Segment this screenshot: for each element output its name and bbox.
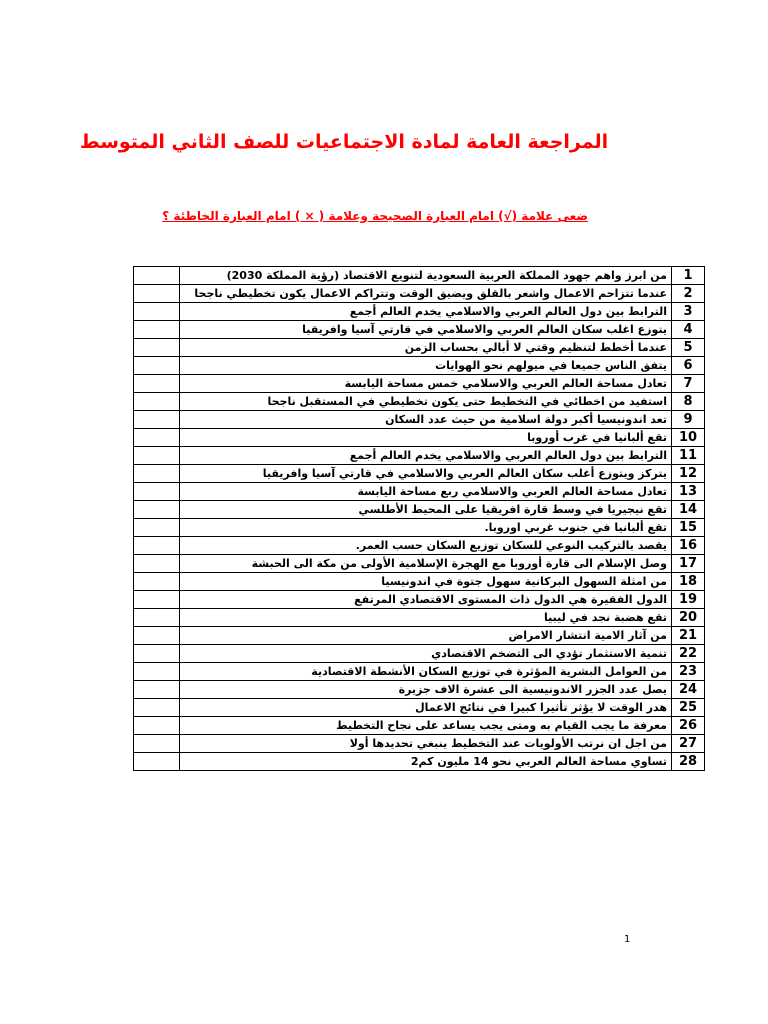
answer-mark-cell[interactable] <box>134 645 180 663</box>
table-row <box>134 357 705 375</box>
question-number: 10 <box>672 429 705 447</box>
question-statement: يتركز ويتوزع أغلب سكان العالم العربي والاسلامي في قارتي آسيا وافريقيا <box>180 465 672 483</box>
answer-mark-cell[interactable] <box>134 573 180 591</box>
question-number: 1 <box>672 267 705 285</box>
question-statement: وصل الإسلام الى قارة أوروبا مع الهجرة الإسلامية الأولى من مكة الى الحبشة <box>180 555 672 573</box>
question-statement: الدول الفقيرة هي الدول ذات المستوى الاقتصادي المرتفع <box>180 591 672 609</box>
table-row <box>134 681 705 699</box>
table-row <box>134 321 705 339</box>
question-number: 13 <box>672 483 705 501</box>
question-statement: تقع ألبانيا في غرب أوروبا <box>180 429 672 447</box>
question-statement: عندما تتزاحم الاعمال واشعر بالقلق ويضيق الوقت وتتراكم الاعمال يكون تخطيطي ناجحا <box>180 285 672 303</box>
question-statement: تعادل مساحة العالم العربي والاسلامي ربع مساحة اليابسة <box>180 483 672 501</box>
question-statement: استفيد من اخطائي في التخطيط حتى يكون تخطيطي في المستقبل ناجحا <box>180 393 672 411</box>
question-number: 12 <box>672 465 705 483</box>
answer-mark-cell[interactable] <box>134 375 180 393</box>
answer-mark-cell[interactable] <box>134 339 180 357</box>
table-row <box>134 627 705 645</box>
question-number: 22 <box>672 645 705 663</box>
table-row <box>134 411 705 429</box>
table-row <box>134 573 705 591</box>
answer-mark-cell[interactable] <box>134 609 180 627</box>
table-row <box>134 447 705 465</box>
question-number: 11 <box>672 447 705 465</box>
questions-table-body <box>134 267 705 771</box>
questions-table <box>133 266 705 771</box>
answer-mark-cell[interactable] <box>134 555 180 573</box>
table-row <box>134 285 705 303</box>
question-statement: الترابط بين دول العالم العربي والاسلامي يخدم العالم أجمع <box>180 303 672 321</box>
question-statement: تعادل مساحة العالم العربي والاسلامي خمس مساحة اليابسة <box>180 375 672 393</box>
question-statement: هدر الوقت لا يؤثر تأثيرا كبيرا في نتائج الاعمال <box>180 699 672 717</box>
question-number: 23 <box>672 663 705 681</box>
answer-mark-cell[interactable] <box>134 663 180 681</box>
answer-mark-cell[interactable] <box>134 519 180 537</box>
question-statement: من ابرز واهم جهود المملكة العربية السعودية لتنويع الاقتصاد (رؤية المملكة 2030) <box>180 267 672 285</box>
answer-mark-cell[interactable] <box>134 717 180 735</box>
answer-mark-cell[interactable] <box>134 429 180 447</box>
question-statement: الترابط بين دول العالم العربي والاسلامي يخدم العالم أجمع <box>180 447 672 465</box>
question-number: 4 <box>672 321 705 339</box>
table-row <box>134 483 705 501</box>
question-number: 3 <box>672 303 705 321</box>
question-statement: يقصد بالتركيب النوعي للسكان توزيع السكان حسب العمر. <box>180 537 672 555</box>
answer-mark-cell[interactable] <box>134 753 180 771</box>
table-row <box>134 645 705 663</box>
answer-mark-cell[interactable] <box>134 735 180 753</box>
table-row <box>134 303 705 321</box>
question-statement: يتفق الناس جميعا في ميولهم نحو الهوايات <box>180 357 672 375</box>
question-statement: يصل عدد الجزر الاندونيسية الى عشرة الاف جزيرة <box>180 681 672 699</box>
question-statement: تعد اندونيسيا أكبر دولة اسلامية من حيث عدد السكان <box>180 411 672 429</box>
question-statement: تقع نيجيريا في وسط قارة افريقيا على المحيط الأطلسي <box>180 501 672 519</box>
question-statement: من آثار الامية انتشار الامراض <box>180 627 672 645</box>
table-row <box>134 555 705 573</box>
table-row <box>134 699 705 717</box>
question-number: 8 <box>672 393 705 411</box>
answer-mark-cell[interactable] <box>134 465 180 483</box>
question-number: 20 <box>672 609 705 627</box>
question-statement: يتوزع اغلب سكان العالم العربي والاسلامي في قارتي آسيا وافريقيا <box>180 321 672 339</box>
table-row <box>134 537 705 555</box>
answer-mark-cell[interactable] <box>134 483 180 501</box>
question-statement: تقع ألبانيا في جنوب غربي اوروبا. <box>180 519 672 537</box>
question-number: 7 <box>672 375 705 393</box>
table-row <box>134 663 705 681</box>
table-row <box>134 609 705 627</box>
answer-mark-cell[interactable] <box>134 699 180 717</box>
table-row <box>134 717 705 735</box>
question-statement: من العوامل البشرية المؤثرة في توزيع السكان الأنشطة الاقتصادية <box>180 663 672 681</box>
answer-mark-cell[interactable] <box>134 393 180 411</box>
table-row <box>134 375 705 393</box>
question-number: 16 <box>672 537 705 555</box>
question-statement: معرفة ما يجب القيام به ومتى يجب يساعد على نجاح التخطيط <box>180 717 672 735</box>
table-row <box>134 339 705 357</box>
table-row <box>134 465 705 483</box>
question-number: 18 <box>672 573 705 591</box>
answer-mark-cell[interactable] <box>134 501 180 519</box>
table-row <box>134 735 705 753</box>
question-number: 9 <box>672 411 705 429</box>
question-number: 6 <box>672 357 705 375</box>
question-number: 15 <box>672 519 705 537</box>
question-number: 28 <box>672 753 705 771</box>
answer-mark-cell[interactable] <box>134 627 180 645</box>
answer-mark-cell[interactable] <box>134 411 180 429</box>
question-number: 2 <box>672 285 705 303</box>
question-number: 14 <box>672 501 705 519</box>
page-title: المراجعة العامة لمادة الاجتماعيات للصف الثاني المتوسط <box>79 131 609 153</box>
answer-mark-cell[interactable] <box>134 447 180 465</box>
question-statement: عندما أخطط لتنظيم وقتي لا أبالي بحساب الزمن <box>180 339 672 357</box>
table-row <box>134 753 705 771</box>
answer-mark-cell[interactable] <box>134 591 180 609</box>
question-number: 17 <box>672 555 705 573</box>
question-number: 21 <box>672 627 705 645</box>
answer-mark-cell[interactable] <box>134 357 180 375</box>
answer-mark-cell[interactable] <box>134 267 180 285</box>
question-statement: تساوي مساحة العالم العربي نحو 14 مليون كم2 <box>180 753 672 771</box>
table-row <box>134 591 705 609</box>
question-statement: تقع هضبة نجد في ليبيا <box>180 609 672 627</box>
question-statement: من امثلة السهول البركانية سهول جتوة في اندونيسيا <box>180 573 672 591</box>
page-number: 1 <box>624 934 631 945</box>
answer-mark-cell[interactable] <box>134 285 180 303</box>
question-statement: من اجل ان نرتب الأولويات عند التخطيط ينبغي تحديدها أولا <box>180 735 672 753</box>
question-number: 25 <box>672 699 705 717</box>
table-row <box>134 429 705 447</box>
answer-mark-cell[interactable] <box>134 681 180 699</box>
question-statement: تنمية الاستثمار تؤدي الى التضخم الاقتصادي <box>180 645 672 663</box>
answer-mark-cell[interactable] <box>134 303 180 321</box>
question-number: 5 <box>672 339 705 357</box>
table-row <box>134 501 705 519</box>
question-number: 19 <box>672 591 705 609</box>
table-row <box>134 393 705 411</box>
answer-mark-cell[interactable] <box>134 321 180 339</box>
answer-mark-cell[interactable] <box>134 537 180 555</box>
table-row <box>134 519 705 537</box>
question-number: 26 <box>672 717 705 735</box>
question-number: 27 <box>672 735 705 753</box>
table-row <box>134 267 705 285</box>
question-number: 24 <box>672 681 705 699</box>
instructions-text: ضعى علامة (√) امام العبارة الصحيحة وعلامة ( × ) امام العبارة الخاطئة ؟ <box>162 209 588 223</box>
